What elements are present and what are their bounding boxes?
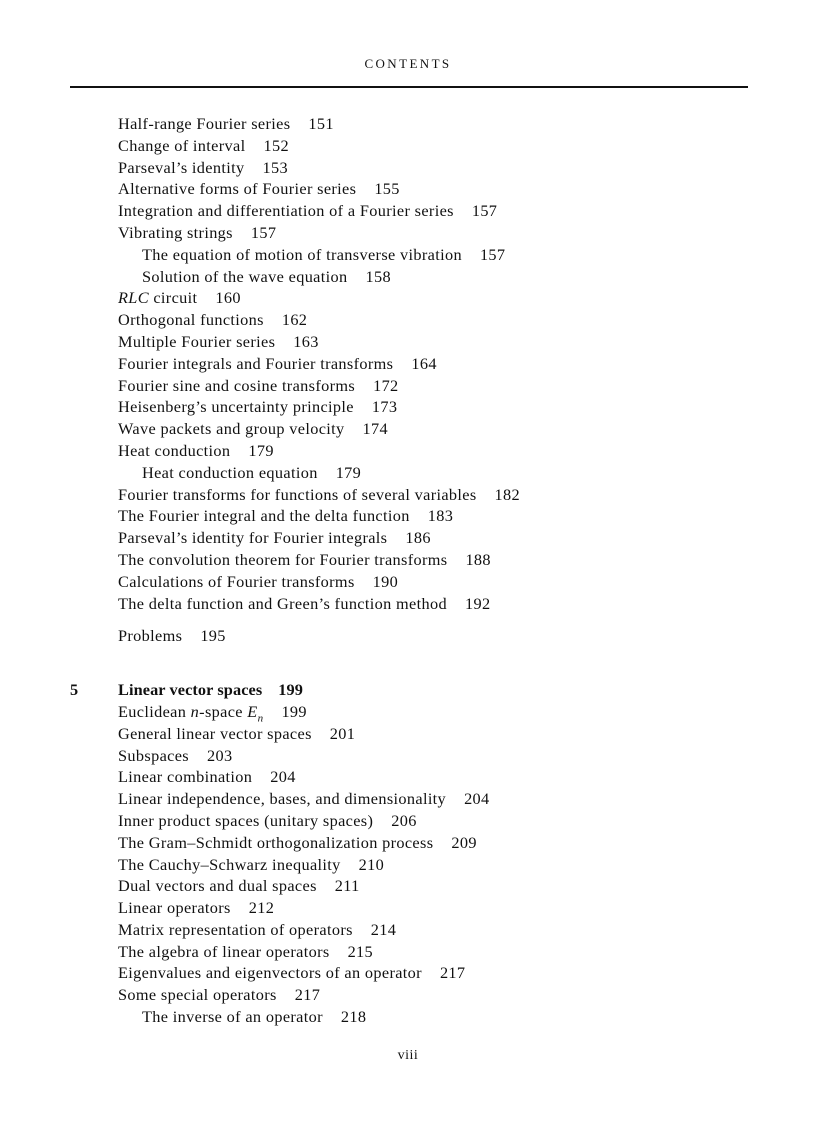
entry-page: 190 (372, 571, 399, 591)
entry-title: General linear vector spaces (118, 723, 312, 743)
toc-entry (118, 723, 758, 745)
toc-entry (118, 875, 758, 897)
toc-entry (118, 418, 758, 440)
entry-title-italic: RLC (118, 288, 149, 308)
entry-title: Fourier transforms for functions of several variables (118, 484, 477, 504)
entry-page: 152 (263, 135, 289, 155)
entry-title: Change of interval (118, 135, 246, 155)
toc-entry (118, 984, 758, 1006)
chapter-title: Linear vector spaces (118, 680, 263, 700)
entry-page: 211 (334, 876, 360, 896)
toc-entry (118, 157, 758, 179)
entry-page: 195 (200, 626, 226, 646)
toc-entry (118, 832, 758, 854)
entry-page: 179 (335, 462, 362, 482)
toc-entry (118, 941, 758, 963)
entry-title: Solution of the wave equation (142, 266, 348, 286)
entry-page: 204 (464, 789, 490, 809)
entry-page: 157 (471, 201, 498, 221)
toc-entry (118, 810, 758, 832)
entry-page: 183 (427, 506, 454, 526)
entry-title: The equation of motion of transverse vibration (142, 244, 462, 264)
entry-title: Fourier sine and cosine transforms (118, 375, 356, 395)
entry-page: 160 (215, 288, 241, 308)
toc-subentry (118, 462, 758, 484)
entry-page: 209 (451, 832, 477, 852)
entry-page: 174 (362, 419, 389, 439)
entry-page: 162 (281, 310, 308, 330)
toc-entry (118, 745, 758, 767)
page-number: viii (397, 1048, 419, 1063)
toc-entry (118, 527, 758, 549)
entry-page: 192 (464, 593, 491, 613)
header-rule (70, 86, 748, 88)
chapter-page: 199 (278, 680, 304, 700)
toc-entry (118, 113, 758, 135)
entry-title-subscript: n (257, 712, 264, 725)
toc-entry (118, 766, 758, 788)
entry-title: Integration and differentiation of a Fourier series (118, 201, 454, 221)
entry-title: Dual vectors and dual spaces (118, 876, 317, 896)
toc-subentry (118, 266, 758, 288)
entry-page: 153 (262, 157, 288, 177)
entry-page: 164 (411, 353, 437, 373)
toc-entry (118, 571, 758, 593)
entry-page: 217 (439, 963, 466, 983)
entry-title: Some special operators (118, 985, 277, 1005)
entry-title: Matrix representation of operators (118, 919, 353, 939)
entry-page: 204 (270, 767, 296, 787)
entry-title: Calculations of Fourier transforms (118, 571, 355, 591)
entry-title: Subspaces (118, 745, 189, 765)
entry-page: 214 (370, 919, 397, 939)
entry-page: 172 (373, 375, 399, 395)
entry-page: 188 (465, 549, 491, 569)
toc-entry (118, 897, 758, 919)
entry-title: Multiple Fourier series (118, 331, 276, 351)
entry-title: Heisenberg’s uncertainty principle (118, 397, 354, 417)
entry-title: Linear independence, bases, and dimensionality (118, 789, 447, 809)
toc-entry (118, 484, 758, 506)
toc-entry (118, 593, 758, 615)
entry-page: 199 (281, 701, 307, 721)
entry-page: 215 (347, 941, 374, 961)
entry-page: 158 (365, 266, 391, 286)
entry-title: Inner product spaces (unitary spaces) (118, 810, 374, 830)
entry-title: Parseval’s identity (118, 157, 245, 177)
entry-title: Euclidean (118, 701, 191, 721)
toc-entry (118, 309, 758, 331)
toc-list (70, 113, 758, 1028)
toc-entry (118, 962, 758, 984)
entry-title: Parseval’s identity for Fourier integrals (118, 528, 388, 548)
entry-title: Eigenvalues and eigenvectors of an operator (118, 963, 422, 983)
toc-entry (118, 353, 758, 375)
entry-title: Orthogonal functions (118, 310, 264, 330)
toc-entry (118, 549, 758, 571)
chapter-heading (70, 679, 758, 701)
toc-entry (118, 701, 758, 723)
entry-title: The Gram–Schmidt orthogonalization process (118, 832, 434, 852)
entry-title: Heat conduction (118, 440, 231, 460)
toc-entry (118, 135, 758, 157)
toc-entry (118, 788, 758, 810)
entry-page: 163 (293, 331, 319, 351)
entry-page: 201 (329, 723, 356, 743)
entry-page: 212 (248, 898, 275, 918)
entry-title-italic: n (190, 701, 200, 721)
entry-title: The delta function and Green’s function method (118, 593, 447, 613)
entry-title: Half-range Fourier series (118, 114, 291, 133)
entry-title: Fourier integrals and Fourier transforms (118, 353, 394, 373)
entry-title: The inverse of an operator (142, 1007, 323, 1027)
toc-subentry (118, 1006, 758, 1028)
entry-page: 186 (405, 528, 431, 548)
toc-entry (118, 396, 758, 418)
entry-title: -space (199, 701, 248, 721)
entry-title: Alternative forms of Fourier series (118, 179, 357, 199)
entry-title: The Fourier integral and the delta function (118, 506, 410, 526)
toc-entry (118, 505, 758, 527)
entry-page: 206 (391, 810, 417, 830)
entry-page: 157 (250, 222, 277, 242)
entry-page: 157 (479, 244, 506, 264)
toc-entry (118, 287, 758, 309)
entry-title-italic: E (247, 701, 258, 721)
entry-title: The algebra of linear operators (118, 941, 330, 961)
chapter-number: 5 (70, 680, 79, 700)
entry-page: 182 (494, 484, 521, 504)
entry-title: Wave packets and group velocity (118, 419, 345, 439)
toc-entry (118, 178, 758, 200)
entry-page: 217 (294, 985, 321, 1005)
entry-title: The Cauchy–Schwarz inequality (118, 854, 341, 874)
toc-entry (118, 375, 758, 397)
toc-entry-problems (118, 625, 758, 647)
toc-entry (118, 331, 758, 353)
entry-page: 203 (206, 745, 233, 765)
entry-page: 173 (371, 397, 398, 417)
toc-entry (118, 200, 758, 222)
entry-title: Linear operators (118, 898, 231, 918)
toc-entry (118, 222, 758, 244)
toc-entry (118, 440, 758, 462)
toc-entry (118, 919, 758, 941)
entry-title: circuit (148, 288, 198, 308)
entry-title: Heat conduction equation (142, 462, 318, 482)
entry-title: Problems (118, 626, 183, 646)
entry-page: 179 (248, 440, 274, 460)
toc-entry (118, 854, 758, 876)
entry-title: The convolution theorem for Fourier transforms (118, 549, 448, 569)
entry-title: Vibrating strings (118, 222, 233, 242)
toc-subentry (118, 244, 758, 266)
entry-page: 155 (374, 179, 400, 199)
entry-page: 218 (340, 1007, 367, 1027)
entry-page: 151 (308, 114, 334, 133)
entry-page: 210 (358, 854, 385, 874)
running-head: CONTENTS (364, 56, 452, 71)
entry-title: Linear combination (118, 767, 253, 787)
